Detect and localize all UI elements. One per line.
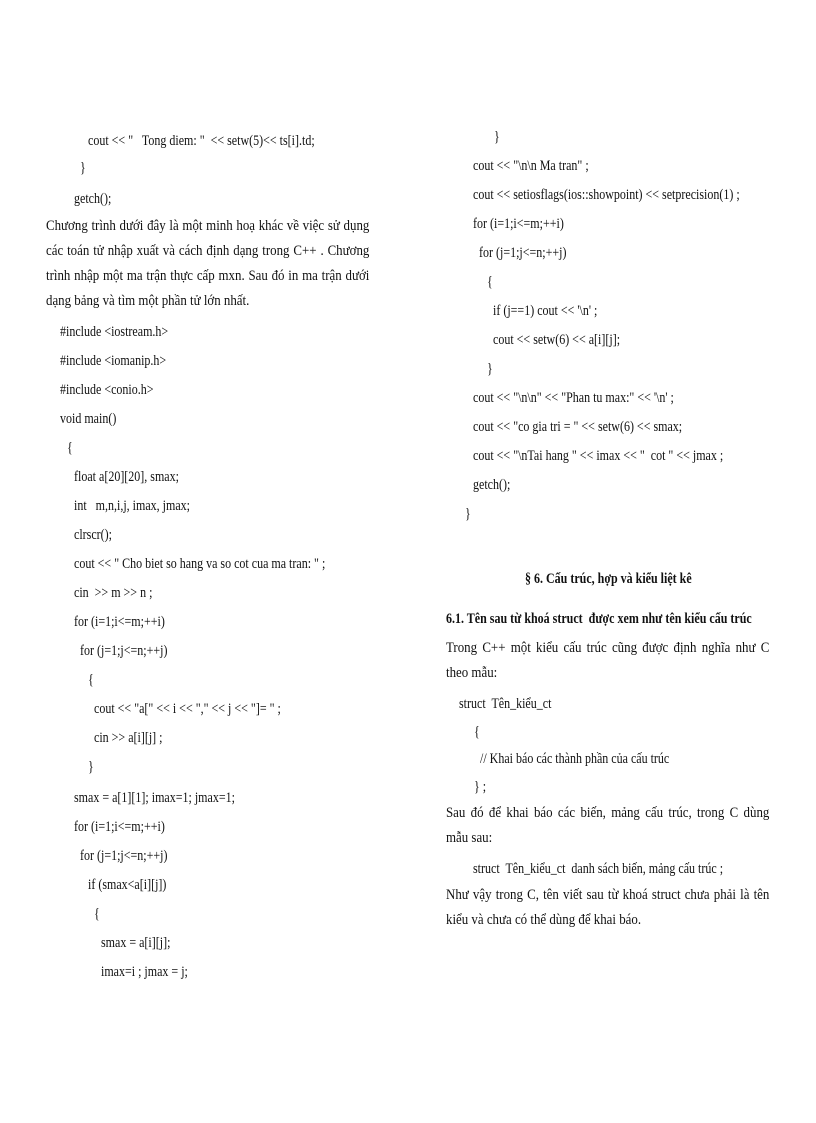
code-line: }	[494, 129, 500, 145]
code-line: float a[20][20], smax;	[74, 469, 179, 485]
code-line: // Khai báo các thành phần của cấu trúc	[480, 751, 670, 767]
code-line: }	[88, 759, 94, 775]
code-line: cout << " Cho biet so hang va so cot cua ma tran: " ;	[74, 556, 326, 572]
code-line: for (i=1;i<=m;++i)	[473, 216, 564, 232]
code-line: for (j=1;j<=n;++j)	[80, 848, 168, 864]
code-line: cout << "\n\n" << "Phan tu max:" << '\n' ;	[473, 390, 674, 406]
code-line: #include <iostream.h>	[60, 324, 169, 340]
paragraph: Chương trình dưới đây là một minh hoạ khác về việc sử dụng các toán tử nhập xuất và cách định dạng trong C++ . Chương trình nhập một ma trận thực cấp mxn. Sau đó in ma trận dưới dạng bảng và tìm một phần tử lớn nhất.	[46, 218, 370, 309]
code-line: for (i=1;i<=m;++i)	[74, 614, 165, 630]
paragraph: Trong C++ một kiểu cấu trúc cũng được định nghĩa như C theo mẫu:	[446, 640, 770, 681]
code-line: cout << setw(6) << a[i][j];	[493, 332, 621, 348]
code-line: }	[487, 361, 493, 377]
code-line: struct Tên_kiểu_ct	[459, 696, 552, 712]
code-line: cout << "a[" << i << "," << j << "]= " ;	[94, 701, 281, 717]
code-line: {	[88, 672, 94, 688]
paragraph: Sau đó để khai báo các biến, mảng cấu trúc, trong C dùng mẫu sau:	[446, 805, 770, 846]
code-line: for (j=1;j<=n;++j)	[479, 245, 567, 261]
paragraph: Như vậy trong C, tên viết sau từ khoá struct chưa phải là tên kiểu và chưa có thể dùng để khai báo.	[446, 887, 770, 928]
code-line: getch();	[74, 191, 112, 207]
code-line: cin >> a[i][j] ;	[94, 730, 163, 746]
code-line: cout << "co gia tri = " << setw(6) << smax;	[473, 419, 683, 435]
code-line: if (smax<a[i][j])	[88, 877, 167, 893]
code-line: cin >> m >> n ;	[74, 585, 153, 601]
section-title: § 6. Cấu trúc, hợp và kiểu liệt kê	[525, 571, 692, 587]
code-line: if (j==1) cout << '\n' ;	[493, 303, 598, 319]
code-line: cout << setiosflags(ios::showpoint) << setprecision(1) ;	[473, 187, 740, 203]
subsection-title: 6.1. Tên sau từ khoá struct được xem như tên kiểu cấu trúc	[446, 611, 752, 627]
code-line: cout << "\n\n Ma tran" ;	[473, 158, 589, 174]
code-line: cout << " Tong diem: " << setw(5)<< ts[i].td;	[88, 133, 315, 149]
code-line: getch();	[473, 477, 511, 493]
code-line: }	[80, 160, 86, 176]
code-line: for (i=1;i<=m;++i)	[74, 819, 165, 835]
code-line: } ;	[474, 779, 487, 795]
code-line: }	[465, 506, 471, 522]
code-line: clrscr();	[74, 527, 112, 543]
code-line: struct Tên_kiểu_ct danh sách biến, mảng cấu trúc ;	[473, 861, 724, 877]
code-line: {	[474, 724, 480, 740]
code-line: void main()	[60, 411, 117, 427]
code-line: #include <conio.h>	[60, 382, 154, 398]
code-line: imax=i ; jmax = j;	[101, 964, 188, 980]
code-line: {	[67, 440, 73, 456]
code-line: smax = a[i][j];	[101, 935, 171, 951]
code-line: #include <iomanip.h>	[60, 353, 167, 369]
code-line: cout << "\nTai hang " << imax << " cot " << jmax ;	[473, 448, 724, 464]
code-line: {	[94, 906, 100, 922]
code-line: {	[487, 274, 493, 290]
code-line: int m,n,i,j, imax, jmax;	[74, 498, 190, 514]
code-line: for (j=1;j<=n;++j)	[80, 643, 168, 659]
code-line: smax = a[1][1]; imax=1; jmax=1;	[74, 790, 235, 806]
